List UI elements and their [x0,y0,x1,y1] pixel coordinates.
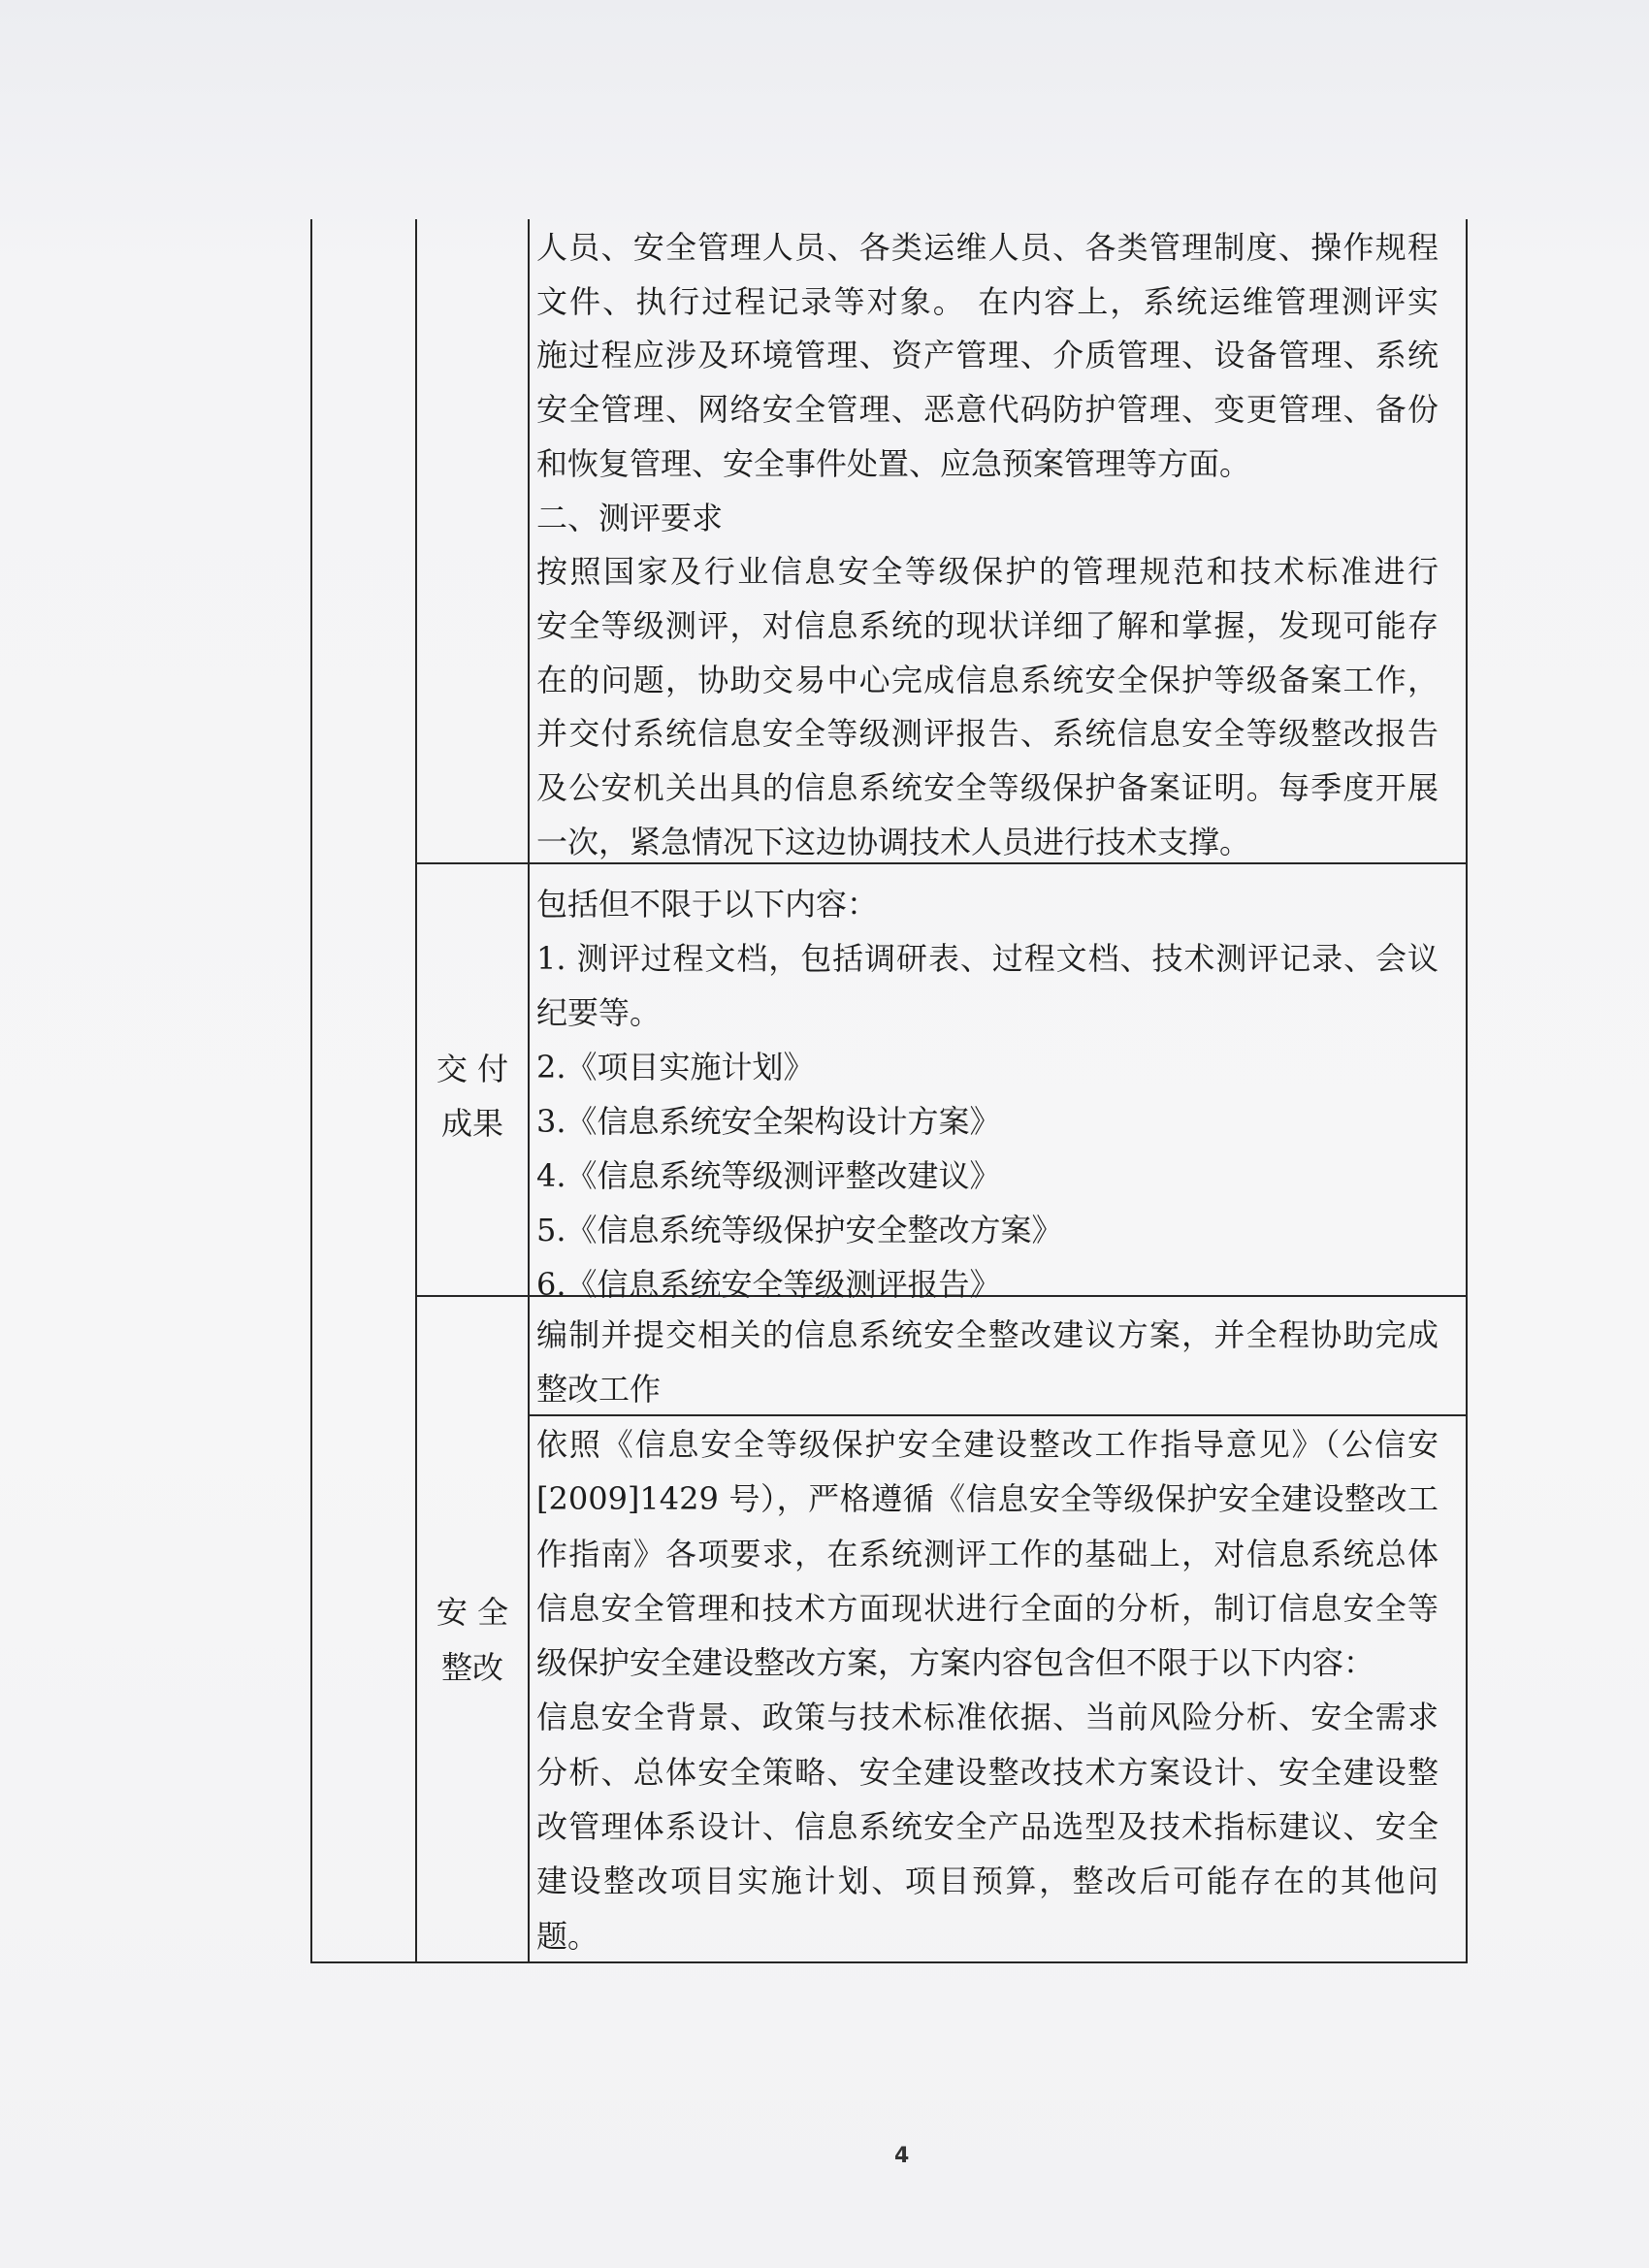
label-line: 整改 [440,1649,503,1686]
content-line: 建设整改项目实施计划、项目预算，整改后可能存在的其他问 [536,1863,1439,1900]
deliverables-label [417,1042,528,1150]
content-line: 施过程应涉及环境管理、资产管理、介质管理、设备管理、系统 [536,337,1439,374]
table-column-divider-2 [528,219,530,1963]
content-line: 作指南》各项要求，在系统测评工作的基础上，对信息系统总体 [536,1535,1439,1572]
content-line: 安全管理、网络安全管理、恶意代码防护管理、变更管理、备份 [536,391,1439,429]
content-line: 一次，紧急情况下这边协调技术人员进行技术支撑。 [536,823,1251,860]
content-line: 整改工作 [536,1371,662,1408]
content-line: 编制并提交相关的信息系统安全整改建议方案，并全程协助完成 [536,1316,1439,1353]
label-line: 成果 [440,1105,503,1142]
content-line: 包括但不限于以下内容： [536,886,879,923]
table-border-right [1466,219,1468,1963]
content-line: [2009]1429 号），严格遵循《信息安全等级保护安全建设整改工 [536,1480,1439,1518]
content-line: 改管理体系设计、信息系统安全产品选型及技术指标建议、安全 [536,1808,1439,1846]
content-line: 按照国家及行业信息安全等级保护的管理规范和技术标准进行 [536,553,1439,591]
list-item: 1. 测评过程文档，包括调研表、过程文档、技术测评记录、会议 [536,940,1439,977]
content-line: 和恢复管理、安全事件处置、应急预案管理等方面。 [536,444,1251,482]
content-line: 文件、执行过程记录等对象。 在内容上，系统运维管理测评实 [536,282,1439,320]
content-line: 安全等级测评，对信息系统的现状详细了解和掌握，发现可能存 [536,606,1439,644]
content-line: 题。 [536,1917,599,1955]
list-item: 4.《信息系统等级测评整改建议》 [536,1157,1001,1194]
list-item: 3.《信息系统安全架构设计方案》 [536,1103,1001,1140]
content-line: 并交付系统信息安全等级测评报告、系统信息安全等级整改报告 [536,715,1439,753]
content-line: 依照《信息安全等级保护安全建设整改工作指导意见》（公信安 [536,1426,1439,1463]
section-heading: 二、测评要求 [536,499,724,536]
content-line: 信息安全管理和技术方面现状进行全面的分析，制订信息安全等 [536,1589,1439,1627]
list-item: 2.《项目实施计划》 [536,1049,815,1085]
label-line: 交 付 [436,1051,509,1087]
list-item: 5.《信息系统等级保护安全整改方案》 [536,1212,1063,1248]
security-rectification-summary-cell [536,1308,1439,1416]
content-line: 分析、总体安全策略、安全建设整改技术方案设计、安全建设整 [536,1753,1439,1791]
continuation-cell [536,221,1439,869]
content-line: 在的问题，协助交易中心完成信息系统安全保护等级备案工作， [536,661,1439,698]
security-rectification-detail-cell [536,1417,1439,1963]
content-line: 信息安全背景、政策与技术标准依据、当前风险分析、安全需求 [536,1699,1439,1736]
table-border-left [310,219,312,1963]
list-item: 6.《信息系统安全等级测评报告》 [536,1266,1001,1303]
page-number: 4 [894,2144,910,2168]
security-rectification-label [417,1585,528,1696]
label-line: 安 全 [436,1594,509,1631]
deliverables-cell [536,877,1439,1312]
content-line: 人员、安全管理人员、各类运维人员、各类管理制度、操作规程 [536,229,1439,266]
content-line: 及公安机关出具的信息系统安全等级保护备案证明。每季度开展 [536,769,1439,807]
content-line: 纪要等。 [536,994,662,1031]
content-line: 级保护安全建设整改方案，方案内容包含但不限于以下内容： [536,1644,1375,1682]
